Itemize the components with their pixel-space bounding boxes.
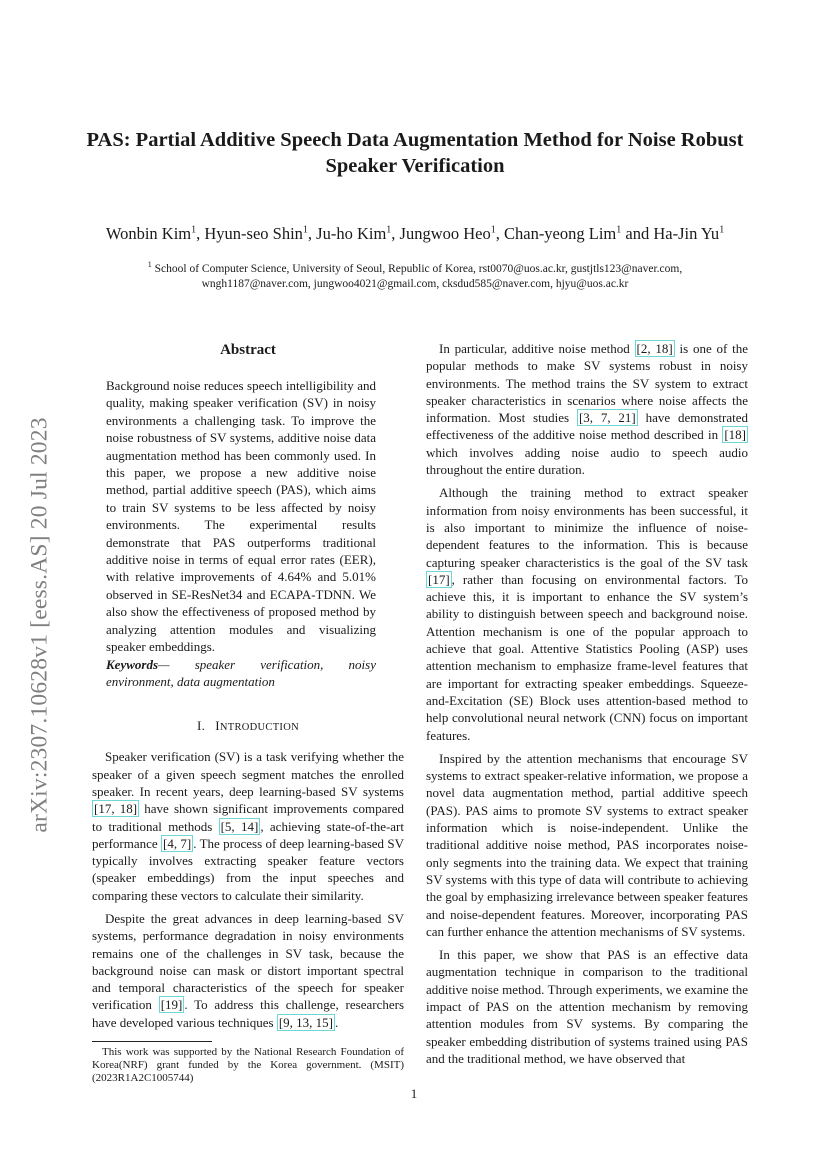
citation-link[interactable]: [17, 18] [94, 801, 138, 817]
citation-link[interactable]: [4, 7] [163, 835, 192, 851]
citation-link[interactable]: [17] [428, 571, 450, 587]
right-body-text [426, 340, 748, 1067]
abstract-text: Background noise reduces speech intelligibility and quality, making speaker verification (SV) in noisy environments a challenging task. To improve the noise robustness of SV systems, additive noise data augmentation method has been commonly used. In this paper, we propose a new additive noise method, partial additive speech (PAS), which aims to train SV systems to be less affected by noisy environments. The experimental results demonstrate that PAS outperforms traditional additive noise in terms of equal error rates (EER), with relative improvements of 4.64% and 5.01% observed in SE-ResNet34 and ECAPA-TDNN. We also show the effectiveness of proposed method by analyzing attention modules and visualizing speaker embeddings. [106, 378, 376, 655]
author-name: Hyun-seo Shin [204, 224, 303, 243]
left-body-text [92, 748, 404, 1031]
author-affiliation-marker: 1 [386, 224, 392, 236]
body-paragraph: Speaker verification (SV) is a task verifying whether the speaker of a given speech segment matches the enrolled speaker. In recent years, deep learning-based SV systems [17, 18] have shown significant improvements compared to traditional methods [5, 14] , achieving state-of-the-art performance [4, 7] . The process of deep learning-based SV typically involves extracting speaker feature vectors (speaker embeddings) from the input speeches and comparing these vectors to calculate their similarity. [92, 749, 404, 903]
body-paragraph: In this paper, we show that PAS is an effective data augmentation technique in comparison to the traditional additive noise method. Through experiments, we examine the impact of PAS on the attention mechanism by removing attention modules from SV systems. By comparing the speaker embedding distribution of systems trained using PAS and the traditional method, we have observed that [426, 947, 748, 1066]
body-paragraph: Inspired by the attention mechanisms that encourage SV systems to extract speaker-relative information, we propose a novel data augmentation method, partial additive speech (PAS). PAS aims to promote SV systems to extract speaker information which is noise-independent. Unlike the traditional additive noise method, PAS incorporates noise-only segments into the training data. We expect that training SV systems with this type of data will contribute to achieving the goal by emphasizing irrelevance between speaker features and noise-dependent features. Moreover, incorporating PAS can further enhance the attention mechanisms of SV systems. [426, 750, 748, 939]
title-line-1: PAS: Partial Additive Speech Data Augmentation Method for Noise Robust [86, 129, 744, 151]
affiliation-marker: 1 [147, 260, 152, 269]
citation-link[interactable]: [3, 7, 21] [578, 410, 636, 426]
keywords: Keywords— speaker verification, noisy environment, data augmentation [106, 656, 376, 689]
body-paragraph: Although the training method to extract speaker information from noisy environments has been successful, it is also important to minimize the influence of noise-dependent features to the information. This is because capturing speaker characteristics is the goal of the SV task [17] , rather than focusing on environmental factors. To achieve this, it is important to enhance the SV system’s ability to distinguish between speech and background noise. Attention mechanism is one of the popular approach to achieve that goal. Attentive Statistics Pooling (ASP) uses attention mechanism to emphasize frame-level features that are important for extracting speaker embeddings. Squeeze-and-Excitation (SE) Block uses attention-based method to help convolutional neural network (CNN) focus on important features. [426, 485, 748, 743]
citation-link[interactable]: [2, 18] [636, 341, 673, 356]
author-affiliation-marker: 1 [616, 224, 622, 236]
affiliation [60, 257, 770, 293]
title-line-2: Speaker Verification [325, 155, 505, 177]
author-name: Ju-ho Kim [316, 224, 387, 243]
body-paragraph: Despite the great advances in deep learning-based SV systems, performance degradation in noisy environments remains one of the challenges in SV task, because the background noise can mask or distort important spectral and temporal characteristics of the speech for speaker verification [19] . To address this challenge, researchers have developed various techniques [9, 13, 15] . [92, 910, 405, 1030]
arxiv-stamp-text: arXiv:2307.10628v1 [eess.AS] 20 Jul 2023 [26, 417, 53, 833]
keywords-label: Keywords [106, 656, 158, 672]
body-paragraph: In particular, additive noise method [2, 18] is one of the popular methods to make SV systems robust in noisy environments. The method trains the SV system to extract speaker characteristics in scenarios where noise affects the information. Most studies [3, 7, 21] have demonstrated effectiveness of the additive noise method described in [18] which involves adding noise audio to speech audio throughout the entire duration. [426, 341, 748, 478]
citation-link[interactable]: [5, 14] [220, 818, 259, 834]
abstract-block [106, 377, 376, 690]
citation-link[interactable]: [18] [724, 427, 746, 443]
author-affiliation-marker: 1 [302, 224, 308, 236]
section-number: I. [197, 718, 206, 734]
author-affiliation-marker: 1 [719, 224, 725, 236]
author-name: Ha-Jin Yu [653, 224, 720, 243]
paper-title [80, 127, 750, 179]
keywords-text: speaker verification, noisy environment, data augmentation [106, 656, 376, 689]
author-affiliation-marker: 1 [191, 224, 197, 236]
section-heading-introduction: I. INTRODUCTION [197, 718, 299, 734]
author-list: Wonbin Kim$^1$, Hyun-seo Shin$^1$, Ju-ho Kim$^1$, Jungwoo Heo$^1$, Chan-yeong Lim$^1$ and Ha-Jin Yu$^1$ [105, 224, 725, 243]
affiliation-line-2: wngh1187@naver.com, jungwoo4021@gmail.com, cksdud585@naver.com, hjyu@uos.ac.kr [201, 278, 629, 291]
citation-link[interactable]: [9, 13, 15] [278, 1014, 333, 1030]
author-name: Chan-yeong Lim [503, 224, 617, 243]
author-name: Wonbin Kim [105, 224, 192, 243]
footnote: This work was supported by the National Research Foundation of Korea(NRF) grant funded by the Korea government. (MSIT) (2023R1A2C1005744) [92, 1046, 404, 1085]
author-name: Jungwoo Heo [399, 224, 491, 243]
affiliation-line-1: $^1$ School of Computer Science, University of Seoul, Republic of Korea, rst0070@uos.ac.kr, gustjtls123@naver.com, [147, 260, 683, 275]
footnote-rule [92, 1041, 212, 1042]
arxiv-identifier-stamp [22, 370, 58, 880]
abstract-heading: Abstract [220, 342, 276, 358]
left-column [92, 340, 404, 1085]
page-number: 1 [410, 1086, 418, 1101]
author-affiliation-marker: 1 [490, 224, 496, 236]
right-column [426, 340, 748, 1073]
citation-link[interactable]: [19] [160, 997, 183, 1013]
